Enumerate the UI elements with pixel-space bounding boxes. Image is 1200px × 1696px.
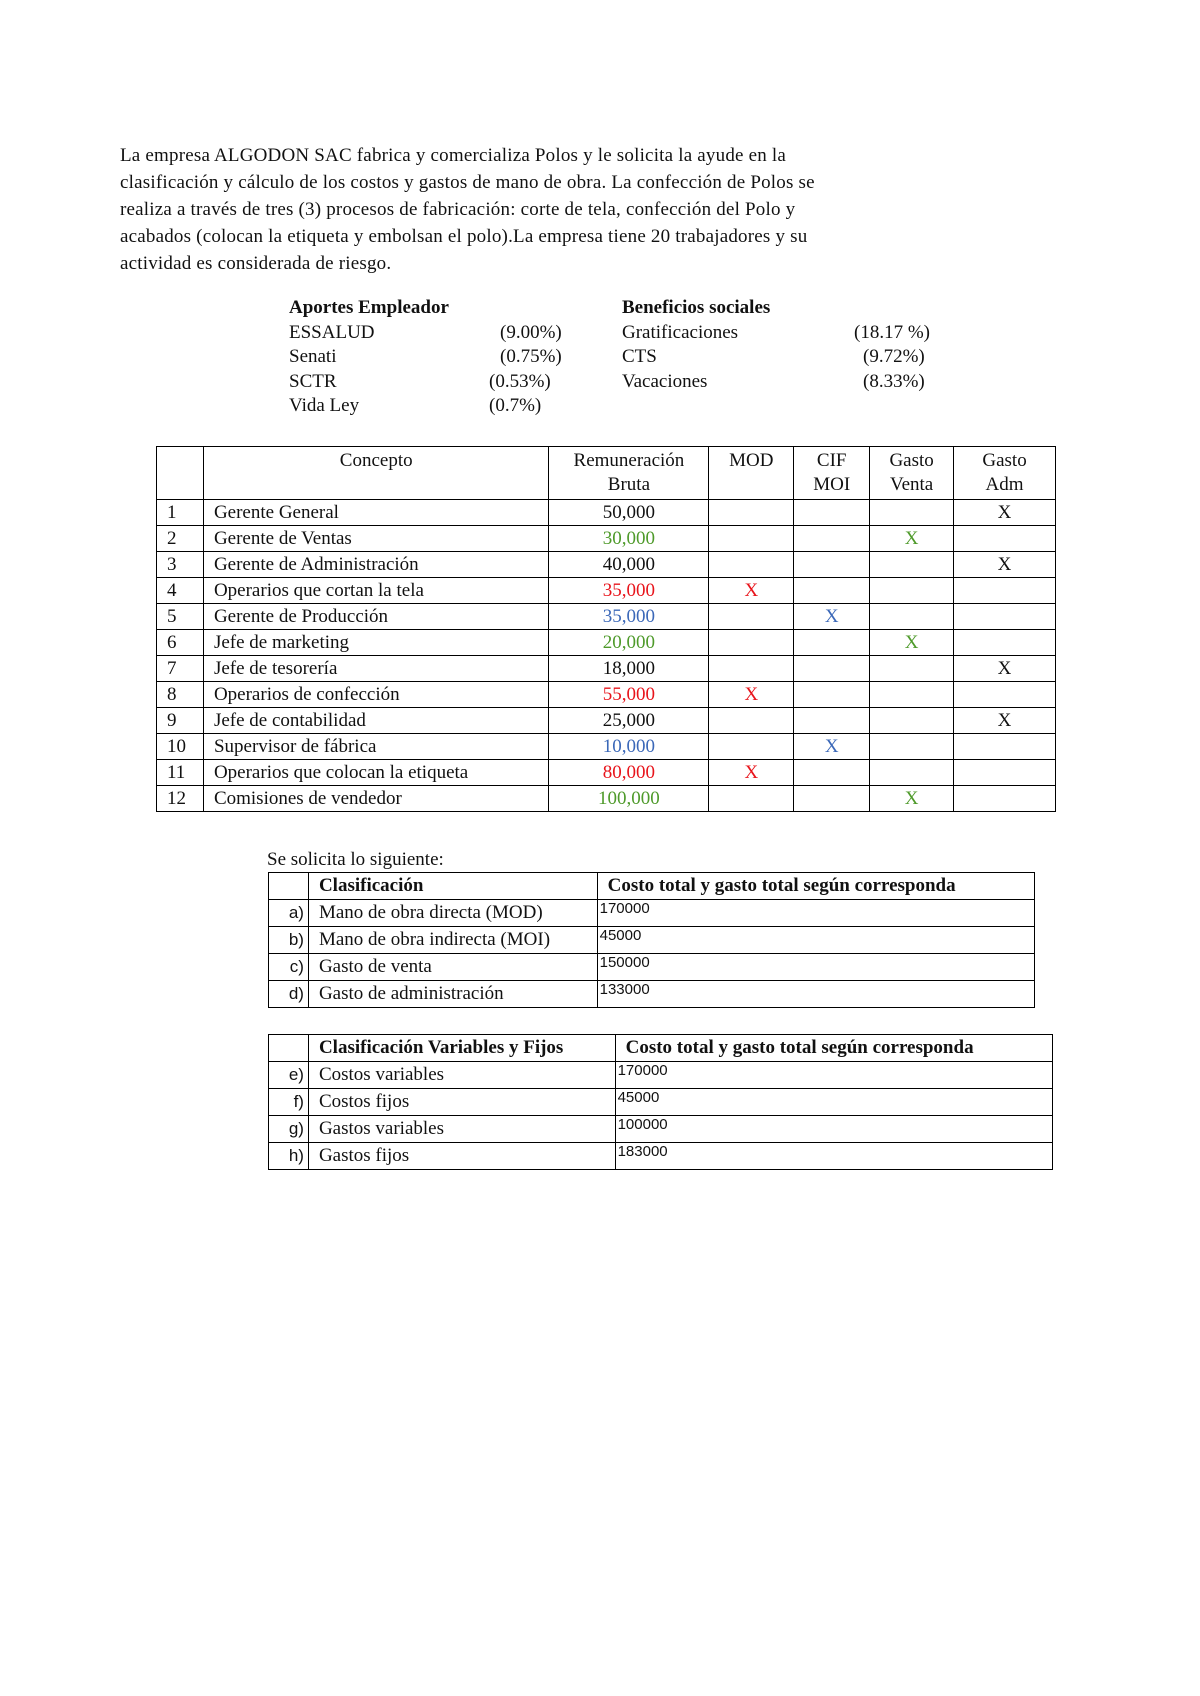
row-letter: f) [269,1089,309,1116]
intro-line: realiza a través de tres (3) procesos de fabricación: corte de tela, confección del Polo y [120,199,796,220]
row-cif-cell [794,786,870,812]
row-adm-cell [954,578,1056,604]
benefit-row [622,370,942,395]
row-adm-cell [954,786,1056,812]
row-adm-cell [954,630,1056,656]
table-row [157,760,1056,786]
table-row [269,1116,1053,1143]
row-number: 11 [157,760,204,786]
row-concept: Gerente de Producción [203,604,549,630]
header-variable-fixed: Clasificación Variables y Fijos [308,1035,615,1062]
row-number: 6 [157,630,204,656]
table-header-row [269,1035,1053,1062]
row-letter: g) [269,1116,309,1143]
row-amount: 35,000 [549,604,709,630]
row-venta-cell [870,734,954,760]
header-mod: MOD [709,447,794,500]
row-amount: 18,000 [549,656,709,682]
row-concept: Operarios que cortan la tela [203,578,549,604]
table-row [269,1062,1053,1089]
row-amount: 40,000 [549,552,709,578]
row-adm-cell [954,682,1056,708]
header-total: Costo total y gasto total según corresponda [615,1035,1052,1062]
intro-line: acabados (colocan la etiqueta y embolsan el polo).La empresa tiene 20 trabajadores y su [120,226,808,247]
benefit-label: Vacaciones [622,370,708,392]
table-row [157,526,1056,552]
row-value: 150000 [597,954,1034,981]
header-selling-expense: Gasto Venta [870,447,954,500]
header-classification: Clasificación [308,873,597,900]
header-cif-moi: CIF MOI [794,447,870,500]
social-benefits-title: Beneficios sociales [622,297,771,318]
row-cif-cell [794,708,870,734]
row-concept: Gerente General [203,500,549,526]
row-value: 45000 [615,1089,1052,1116]
row-concept: Gerente de Administración [203,552,549,578]
row-letter: h) [269,1143,309,1170]
row-value: 133000 [597,981,1034,1008]
row-classification: Gastos variables [308,1116,615,1143]
header-letter [269,1035,309,1062]
row-cif-cell [794,630,870,656]
row-classification: Gasto de administración [308,981,597,1008]
row-venta-cell [870,578,954,604]
contribution-pct: (9.00%) [500,321,562,343]
row-number: 7 [157,656,204,682]
row-amount: 10,000 [549,734,709,760]
contribution-label: ESSALUD [289,321,375,343]
intro-line: clasificación y cálculo de los costos y gastos de mano de obra. La confección de Polos se [120,172,815,193]
header-number [157,447,204,500]
header-concept: Concepto [203,447,549,500]
row-amount: 25,000 [549,708,709,734]
table-header-row [157,447,1056,500]
row-venta-mark: X [870,526,954,552]
row-letter: b) [269,927,309,954]
table-row [157,682,1056,708]
row-adm-mark: X [954,500,1056,526]
table-header-row [269,873,1035,900]
benefit-label: Gratificaciones [622,321,739,343]
header-gross-pay: Remuneración Bruta [549,447,709,500]
table-row [269,1143,1053,1170]
table-row [157,786,1056,812]
row-cif-cell [794,656,870,682]
row-mod-cell [709,526,794,552]
row-venta-mark: X [870,786,954,812]
row-value: 100000 [615,1116,1052,1143]
row-concept: Supervisor de fábrica [203,734,549,760]
row-number: 9 [157,708,204,734]
table-row [157,500,1056,526]
table-row [157,656,1056,682]
row-classification: Gasto de venta [308,954,597,981]
row-mod-cell [709,656,794,682]
contribution-row [289,394,589,419]
intro-line: actividad es considerada de riesgo. [120,253,392,274]
contribution-row [289,370,589,395]
row-venta-cell [870,682,954,708]
row-amount: 30,000 [549,526,709,552]
row-value: 45000 [597,927,1034,954]
row-amount: 80,000 [549,760,709,786]
row-adm-mark: X [954,552,1056,578]
contribution-label: SCTR [289,370,337,392]
row-cif-cell [794,760,870,786]
row-venta-cell [870,760,954,786]
row-amount: 100,000 [549,786,709,812]
row-classification: Mano de obra directa (MOD) [308,900,597,927]
table-row [157,578,1056,604]
row-number: 4 [157,578,204,604]
benefit-pct: (8.33%) [863,370,925,392]
row-mod-cell [709,604,794,630]
row-venta-cell [870,656,954,682]
intro-line: La empresa ALGODON SAC fabrica y comercializa Polos y le solicita la ayude en la [120,145,787,166]
contribution-row [289,345,589,370]
benefit-pct: (9.72%) [863,346,925,367]
row-concept: Jefe de tesorería [203,656,549,682]
row-venta-cell [870,604,954,630]
row-concept: Jefe de contabilidad [203,708,549,734]
row-amount: 50,000 [549,500,709,526]
row-classification: Costos variables [308,1062,615,1089]
table-row [269,981,1035,1008]
benefit-row [622,345,942,370]
header-admin-expense: Gasto Adm [954,447,1056,500]
row-adm-cell [954,760,1056,786]
table-row [157,630,1056,656]
row-number: 3 [157,552,204,578]
variable-fixed-table [268,1034,1053,1170]
request-label: Se solicita lo siguiente: [267,849,444,870]
row-amount: 20,000 [549,630,709,656]
employer-contributions [289,296,589,419]
classification-table [268,872,1035,1008]
row-value: 170000 [615,1062,1052,1089]
row-cif-cell [794,682,870,708]
contribution-pct: (0.7%) [489,395,542,416]
contribution-label: Senati [289,346,337,367]
row-mod-cell [709,734,794,760]
problem-statement [120,142,980,277]
row-cif-cell [794,526,870,552]
contribution-label: Vida Ley [289,395,360,416]
row-number: 2 [157,526,204,552]
table-row [157,708,1056,734]
row-number: 8 [157,682,204,708]
row-cif-cell [794,578,870,604]
row-mod-mark: X [709,578,794,604]
row-cif-cell [794,500,870,526]
row-number: 10 [157,734,204,760]
row-amount: 35,000 [549,578,709,604]
row-adm-mark: X [954,656,1056,682]
row-number: 1 [157,500,204,526]
row-adm-mark: X [954,708,1056,734]
row-cif-mark: X [794,604,870,630]
row-adm-cell [954,604,1056,630]
row-concept: Operarios que colocan la etiqueta [203,760,549,786]
row-number: 12 [157,786,204,812]
header-total: Costo total y gasto total según corresponda [597,873,1034,900]
row-venta-mark: X [870,630,954,656]
table-row [269,900,1035,927]
row-mod-cell [709,708,794,734]
row-classification: Mano de obra indirecta (MOI) [308,927,597,954]
row-mod-cell [709,500,794,526]
row-concept: Gerente de Ventas [203,526,549,552]
row-classification: Costos fijos [308,1089,615,1116]
row-mod-cell [709,630,794,656]
contribution-pct: (0.53%) [489,370,551,392]
row-adm-cell [954,734,1056,760]
row-mod-cell [709,552,794,578]
row-adm-cell [954,526,1056,552]
row-letter: c) [269,954,309,981]
row-mod-mark: X [709,682,794,708]
benefit-label: CTS [622,346,657,367]
row-mod-mark: X [709,760,794,786]
table-row [157,552,1056,578]
row-letter: e) [269,1062,309,1089]
row-venta-cell [870,500,954,526]
row-amount: 55,000 [549,682,709,708]
row-venta-cell [870,708,954,734]
row-value: 183000 [615,1143,1052,1170]
row-cif-mark: X [794,734,870,760]
header-letter [269,873,309,900]
table-row [269,1089,1053,1116]
table-row [157,734,1056,760]
labor-cost-table [156,446,1056,812]
row-letter: a) [269,900,309,927]
row-concept: Jefe de marketing [203,630,549,656]
row-classification: Gastos fijos [308,1143,615,1170]
contribution-row [289,321,589,346]
row-cif-cell [794,552,870,578]
row-concept: Operarios de confección [203,682,549,708]
row-venta-cell [870,552,954,578]
social-benefits [622,296,942,394]
benefit-pct: (18.17 %) [854,321,930,343]
row-concept: Comisiones de vendedor [203,786,549,812]
row-number: 5 [157,604,204,630]
benefit-row [622,321,942,346]
row-mod-cell [709,786,794,812]
employer-contributions-title: Aportes Empleador [289,297,449,318]
table-row [269,927,1035,954]
contribution-pct: (0.75%) [500,346,562,367]
row-value: 170000 [597,900,1034,927]
table-row [269,954,1035,981]
row-letter: d) [269,981,309,1008]
table-row [157,604,1056,630]
